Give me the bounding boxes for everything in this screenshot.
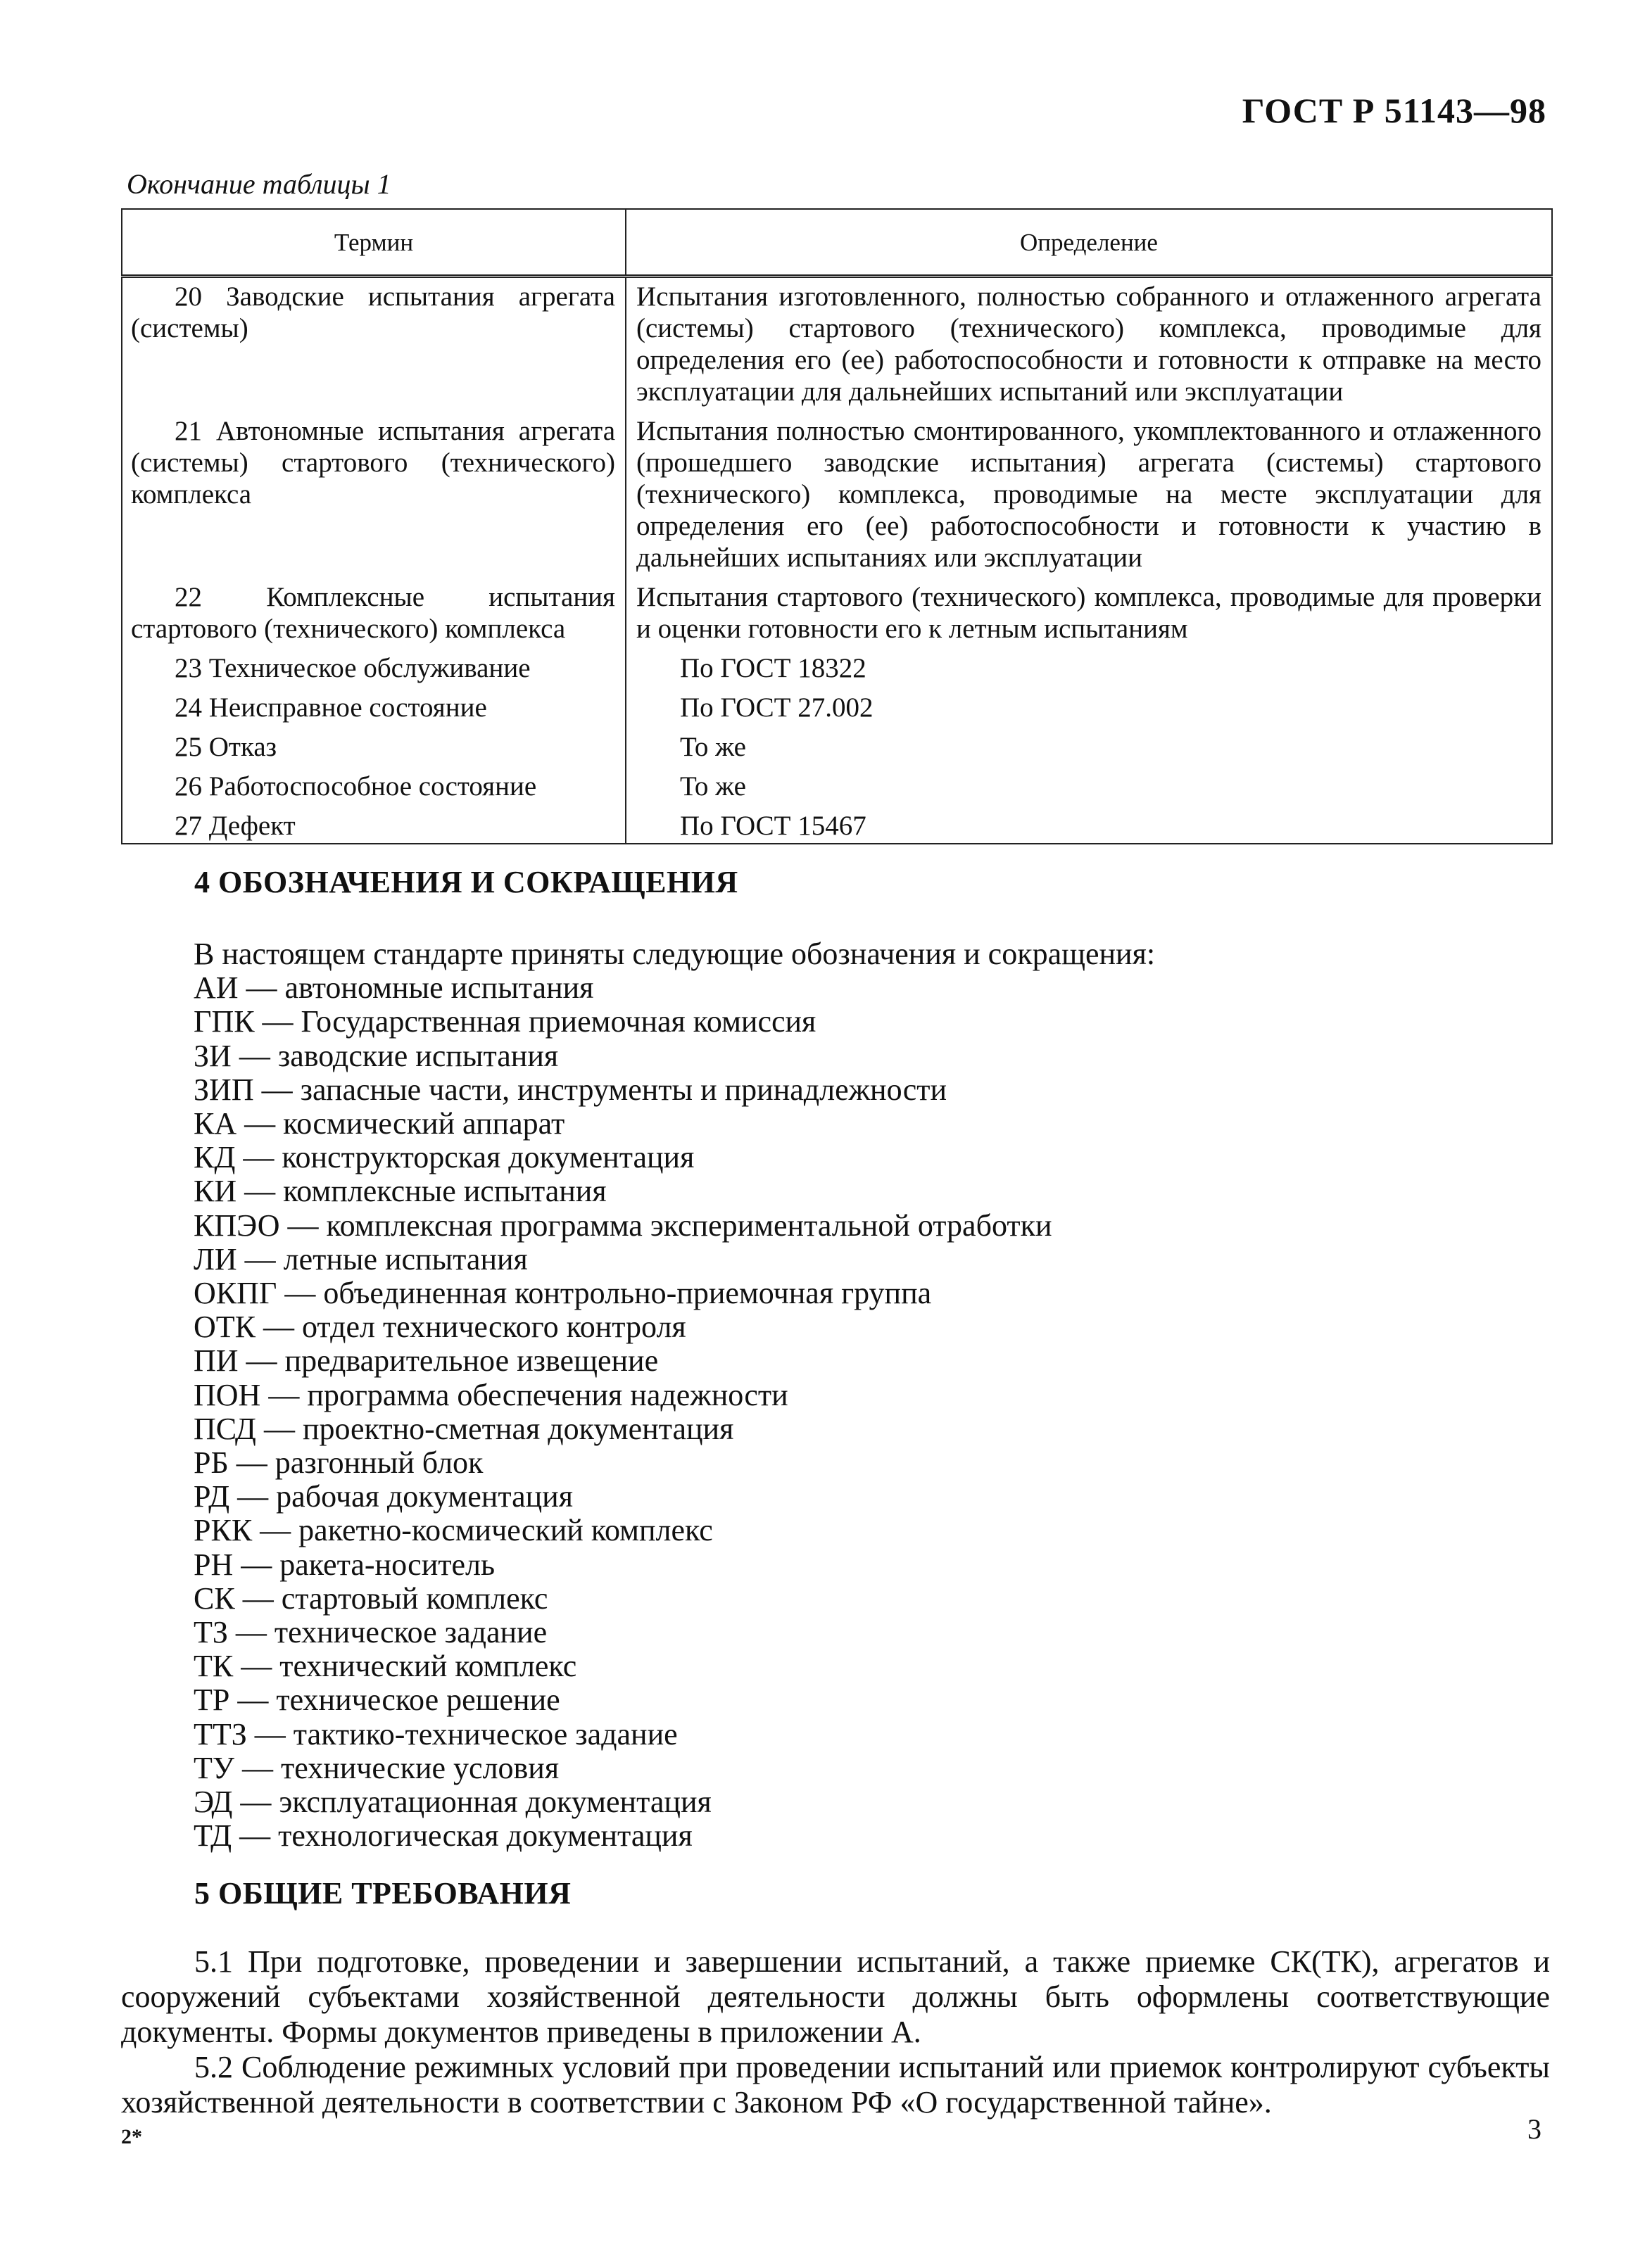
document-code: ГОСТ Р 51143—98 (1242, 91, 1546, 130)
definition-cell: Испытания стартового (технического) комплекса, проводимые для проверки и оценки готовности его к летным испытаниям (626, 581, 1552, 652)
list-item: РН — ракета-носитель (194, 1547, 496, 1582)
list-item: ЭД — эксплуатационная документация (194, 1785, 712, 1820)
table-row (122, 277, 1552, 416)
term-number: 24 (175, 692, 202, 723)
list-item: ОТК — отдел технического контроля (194, 1310, 686, 1345)
term-number: 27 (175, 811, 202, 841)
paragraph-5-2: 5.2 Соблюдение режимных условий при проведении испытаний или приемок контролируют субъекты хозяйственной деятельности в соответствии с Законом РФ «О государственной тайне». (121, 2050, 1550, 2120)
list-item: РБ — разгонный блок (194, 1445, 484, 1481)
term-text: Неисправное состояние (208, 692, 487, 723)
table-header-row (122, 209, 1552, 277)
column-header-definition: Определение (626, 209, 1552, 277)
term-cell (122, 731, 626, 771)
list-item: ПОН — программа обеспечения надежности (194, 1377, 788, 1412)
list-item: КИ — комплексные испытания (194, 1174, 607, 1209)
term-cell (122, 415, 626, 581)
list-item: РКК — ракетно-космический комплекс (194, 1513, 713, 1548)
list-item: ТР — техническое решение (194, 1683, 560, 1718)
list-item: ТТЗ — тактико-техническое задание (194, 1716, 678, 1751)
section-5-body (121, 1944, 1550, 2120)
term-number: 20 (175, 281, 202, 312)
table-row (122, 692, 1552, 731)
sheet-mark: 2* (121, 2125, 142, 2148)
section-5-heading: 5 ОБЩИЕ ТРЕБОВАНИЯ (194, 1876, 572, 1911)
term-cell (122, 581, 626, 652)
term-number: 21 (175, 416, 202, 446)
term-cell (122, 692, 626, 731)
abbreviations-intro: В настоящем стандарте приняты следующие обозначения и сокращения: (194, 937, 1156, 971)
list-item: ГПК — Государственная приемочная комиссия (194, 1004, 816, 1039)
column-header-term: Термин (122, 209, 626, 277)
definition-cell: Испытания изготовленного, полностью собранного и отлаженного агрегата (системы) стартового (технического) комплекса, проводимые для определения его (ее) работоспособности и готовности к отправке на место эксплуатации для дальнейших испытаний или эксплуатации (626, 277, 1552, 416)
list-item: КД — конструкторская документация (194, 1140, 695, 1175)
term-text: Комплексные испытания стартового (технического) комплекса (131, 582, 615, 644)
term-cell (122, 652, 626, 692)
table-row (122, 581, 1552, 652)
table-row (122, 771, 1552, 810)
term-number: 26 (175, 771, 202, 802)
table-caption: Окончание таблицы 1 (127, 168, 391, 200)
page-number: 3 (1527, 2113, 1541, 2145)
term-text: Работоспособное состояние (208, 771, 537, 802)
list-item: ЗИП — запасные части, инструменты и принадлежности (194, 1072, 947, 1107)
list-item: КПЭО — комплексная программа экспериментальной отработки (194, 1208, 1052, 1243)
list-item: КА — космический аппарат (194, 1106, 565, 1141)
list-item: ОКПГ — объединенная контрольно-приемочная группа (194, 1276, 932, 1311)
term-text: Техническое обслуживание (208, 653, 531, 683)
definition-text: По ГОСТ 27.002 (680, 692, 874, 723)
list-item: ПСД — проектно-сметная документация (194, 1411, 734, 1446)
table-row (122, 652, 1552, 692)
term-cell (122, 277, 626, 416)
list-item: ТЗ — техническое задание (194, 1615, 548, 1650)
definition-text: То же (680, 732, 746, 762)
terms-table (121, 208, 1553, 844)
definition-text: По ГОСТ 15467 (680, 811, 866, 841)
definition-cell (626, 731, 1552, 771)
list-item: ЗИ — заводские испытания (194, 1038, 559, 1073)
list-item: ТК — технический комплекс (194, 1649, 577, 1684)
list-item: АИ — автономные испытания (194, 970, 594, 1006)
table-row (122, 731, 1552, 771)
term-text: Заводские испытания агрегата (системы) (131, 281, 615, 343)
definition-cell: Испытания полностью смонтированного, укомплектованного и отлаженного (прошедшего заводские испытания) агрегата (системы) стартового (технического) комплекса, проводимые на месте эксплуатации для определения его (ее) работоспособности и готовности к участию в дальнейших испытаниях или эксплуатации (626, 415, 1552, 581)
term-cell (122, 810, 626, 844)
table-row (122, 810, 1552, 844)
section-4-heading: 4 ОБОЗНАЧЕНИЯ И СОКРАЩЕНИЯ (194, 865, 738, 899)
definition-text: По ГОСТ 18322 (680, 653, 866, 683)
list-item: РД — рабочая документация (194, 1479, 573, 1514)
definition-cell (626, 810, 1552, 844)
list-item: ТД — технологическая документация (194, 1818, 693, 1854)
definition-cell (626, 771, 1552, 810)
list-item: ЛИ — летные испытания (194, 1241, 528, 1276)
term-text: Отказ (208, 732, 277, 762)
abbreviations-list (194, 937, 1155, 1853)
term-number: 22 (175, 582, 202, 612)
list-item: СК — стартовый комплекс (194, 1580, 548, 1616)
definition-cell (626, 652, 1552, 692)
term-text: Дефект (208, 811, 296, 841)
table-row (122, 415, 1552, 581)
term-cell (122, 771, 626, 810)
definition-cell (626, 692, 1552, 731)
list-item: ПИ — предварительное извещение (194, 1343, 659, 1379)
list-item: ТУ — технические условия (194, 1750, 560, 1785)
term-number: 23 (175, 653, 202, 683)
paragraph-5-1: 5.1 При подготовке, проведении и завершении испытаний, а также приемке СК(ТК), агрегатов и сооружений субъектами хозяйственной деятельности должны быть оформлены соответствующие документы. Формы документов приведены в приложении А. (121, 1944, 1550, 2049)
term-text: Автономные испытания агрегата (системы) стартового (технического) комплекса (131, 416, 615, 509)
definition-text: То же (680, 771, 746, 802)
term-number: 25 (175, 732, 202, 762)
